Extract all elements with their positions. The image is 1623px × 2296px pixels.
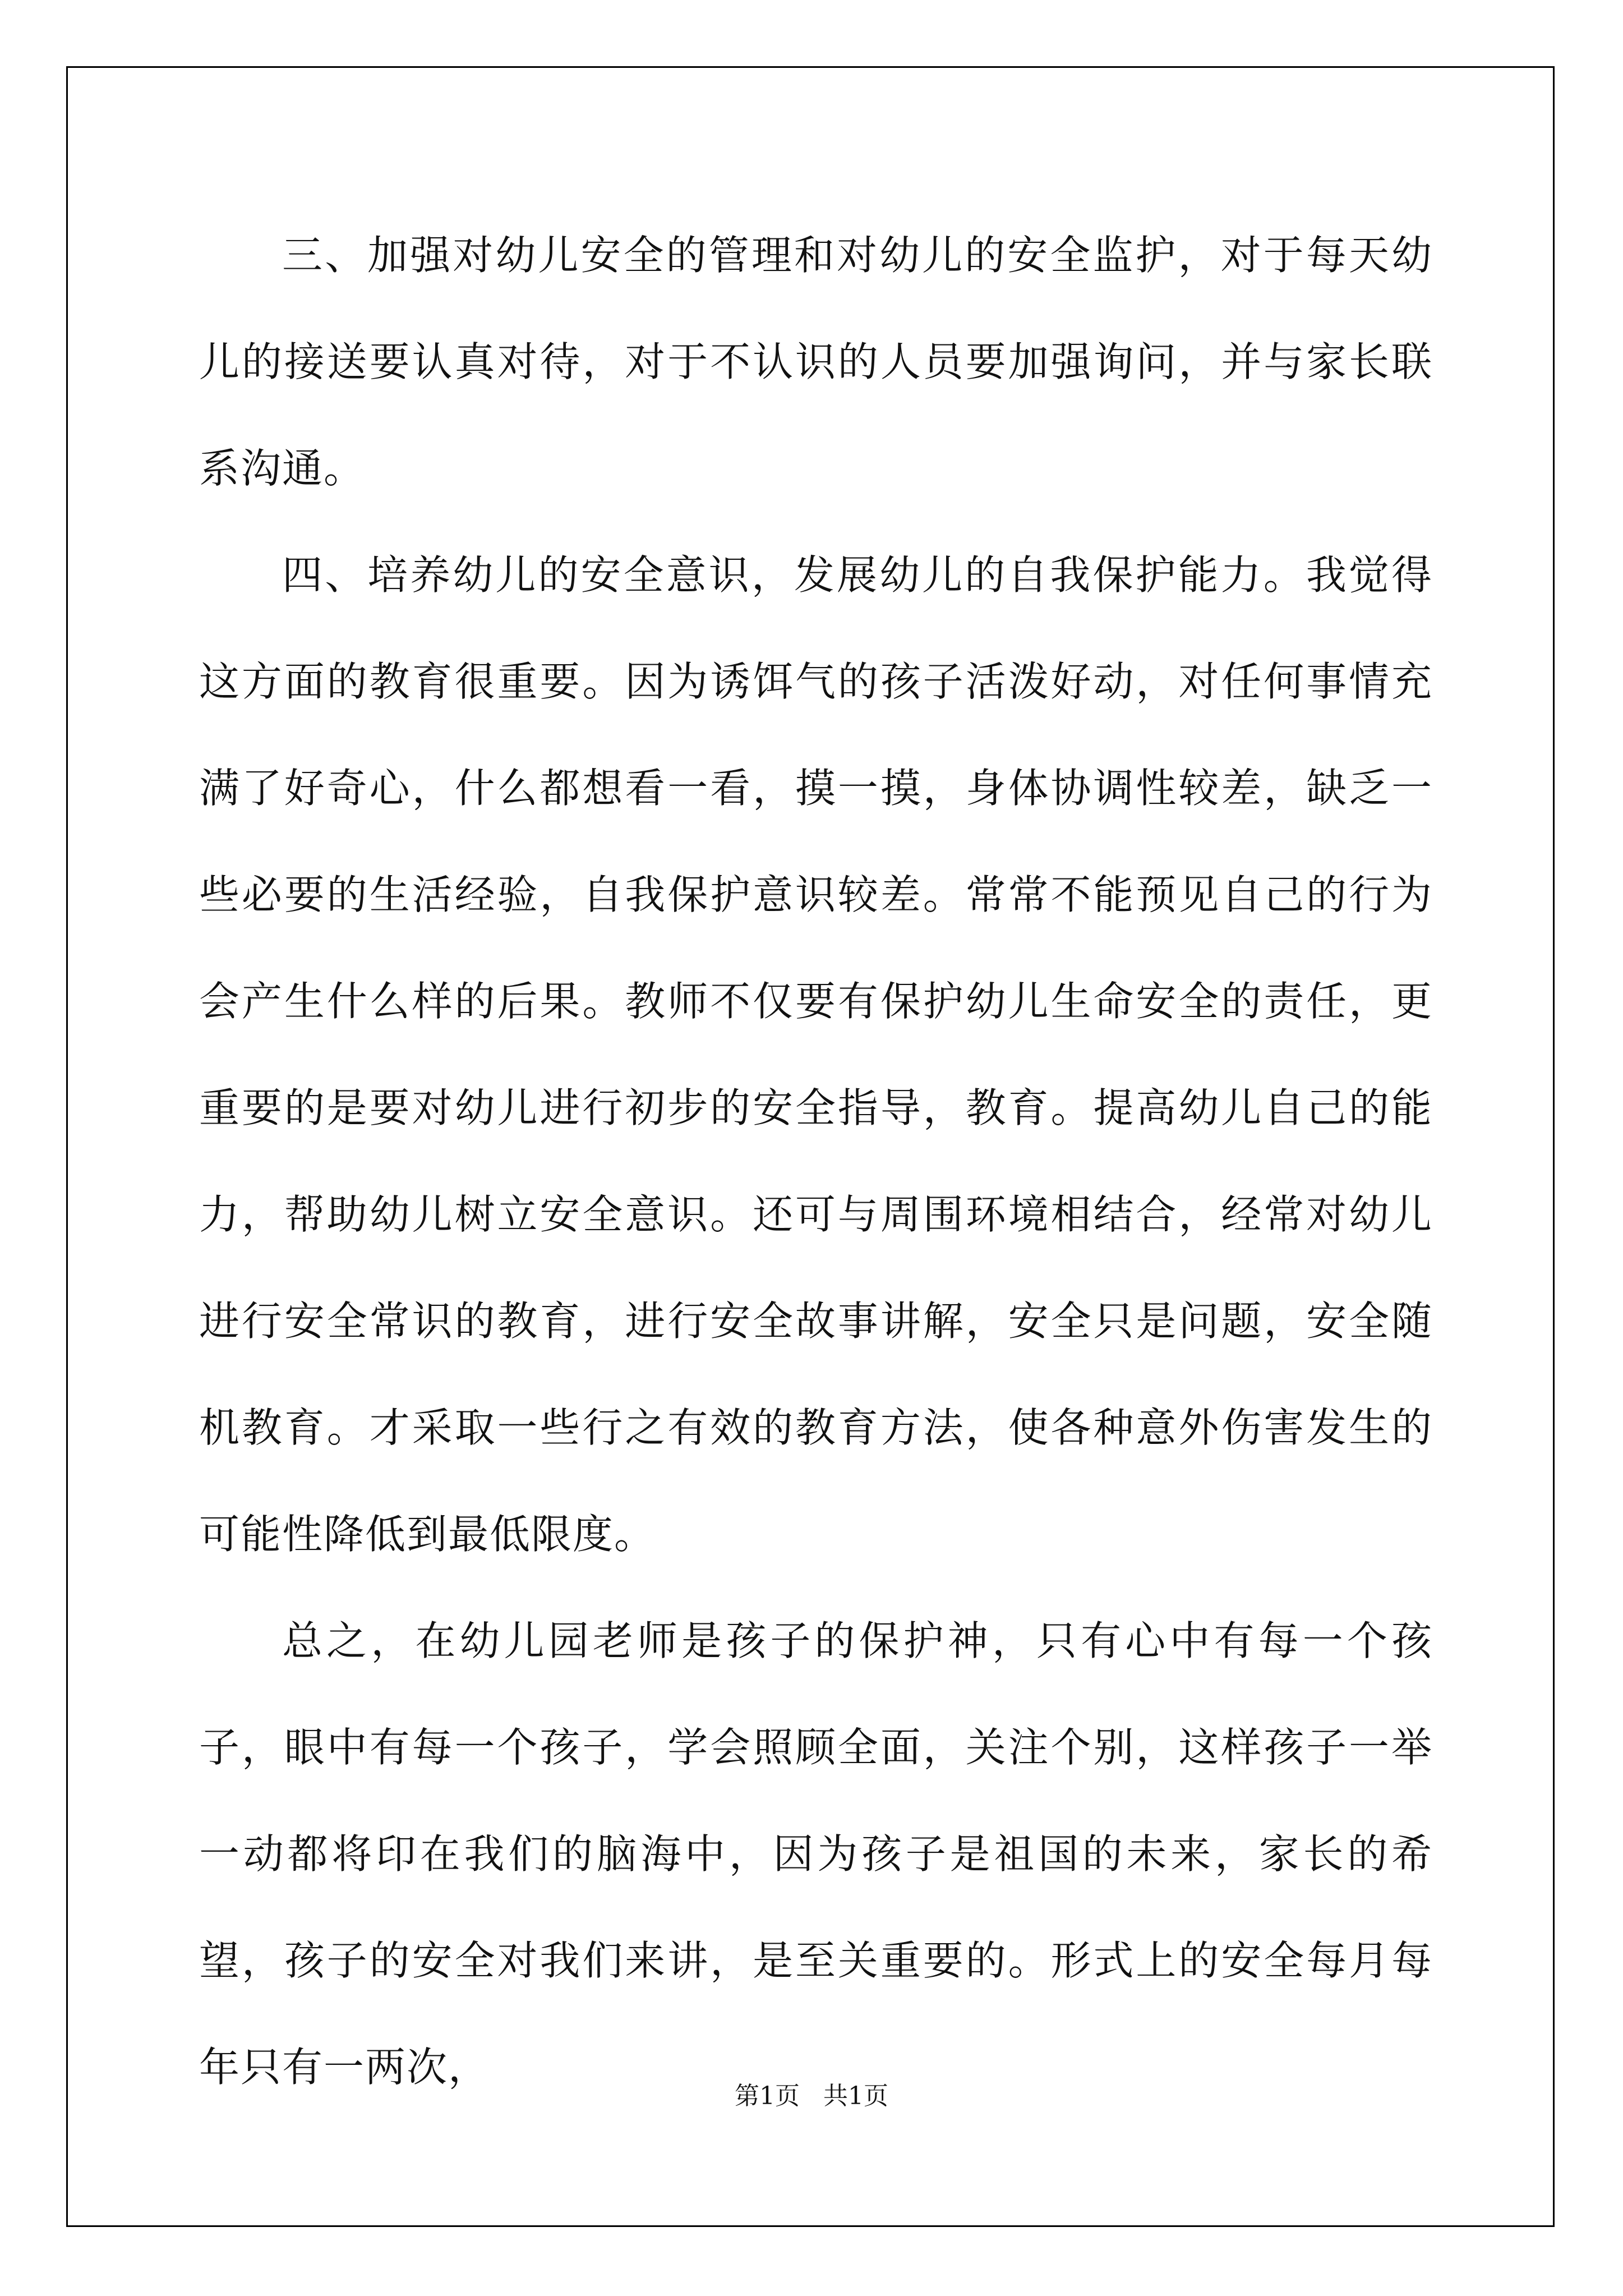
page-footer: 第1页 共1页 bbox=[735, 2082, 888, 2110]
paragraph-conclusion: 总之，在幼儿园老师是孩子的保护神，只有心中有每一个孩子，眼中有每一个孩子，学会照顾全面，关注个别，这样孩子一举一动都将印在我们的脑海中，因为孩子是祖国的未来，家长的希望，孩子的安全对我们来讲，是至关重要的。形式上的安全每月每年只有一两次， bbox=[199, 1617, 1433, 2091]
paragraph-safety-management: 三、加强对幼儿安全的管理和对幼儿的安全监护，对于每天幼儿的接送要认真对待，对于不认识的人员要加强询问，并与家长联系沟通。 bbox=[199, 232, 1433, 492]
document-body bbox=[199, 202, 1433, 2120]
paragraph-safety-awareness: 四、培养幼儿的安全意识，发展幼儿的自我保护能力。我觉得这方面的教育很重要。因为诱饵气的孩子活泼好动，对任何事情充满了好奇心，什么都想看一看，摸一摸，身体协调性较差，缺乏一些必要的生活经验，自我保护意识较差。常常不能预见自己的行为会产生什么样的后果。教师不仅要有保护幼儿生命安全的责任，更重要的是要对幼儿进行初步的安全指导，教育。提高幼儿自己的能力，帮助幼儿树立安全意识。还可与周围环境相结合，经常对幼儿进行安全常识的教育，进行安全故事讲解，安全只是问题，安全随机教育。才采取一些行之有效的教育方法，使各种意外伤害发生的可能性降低到最低限度。 bbox=[199, 551, 1433, 1558]
